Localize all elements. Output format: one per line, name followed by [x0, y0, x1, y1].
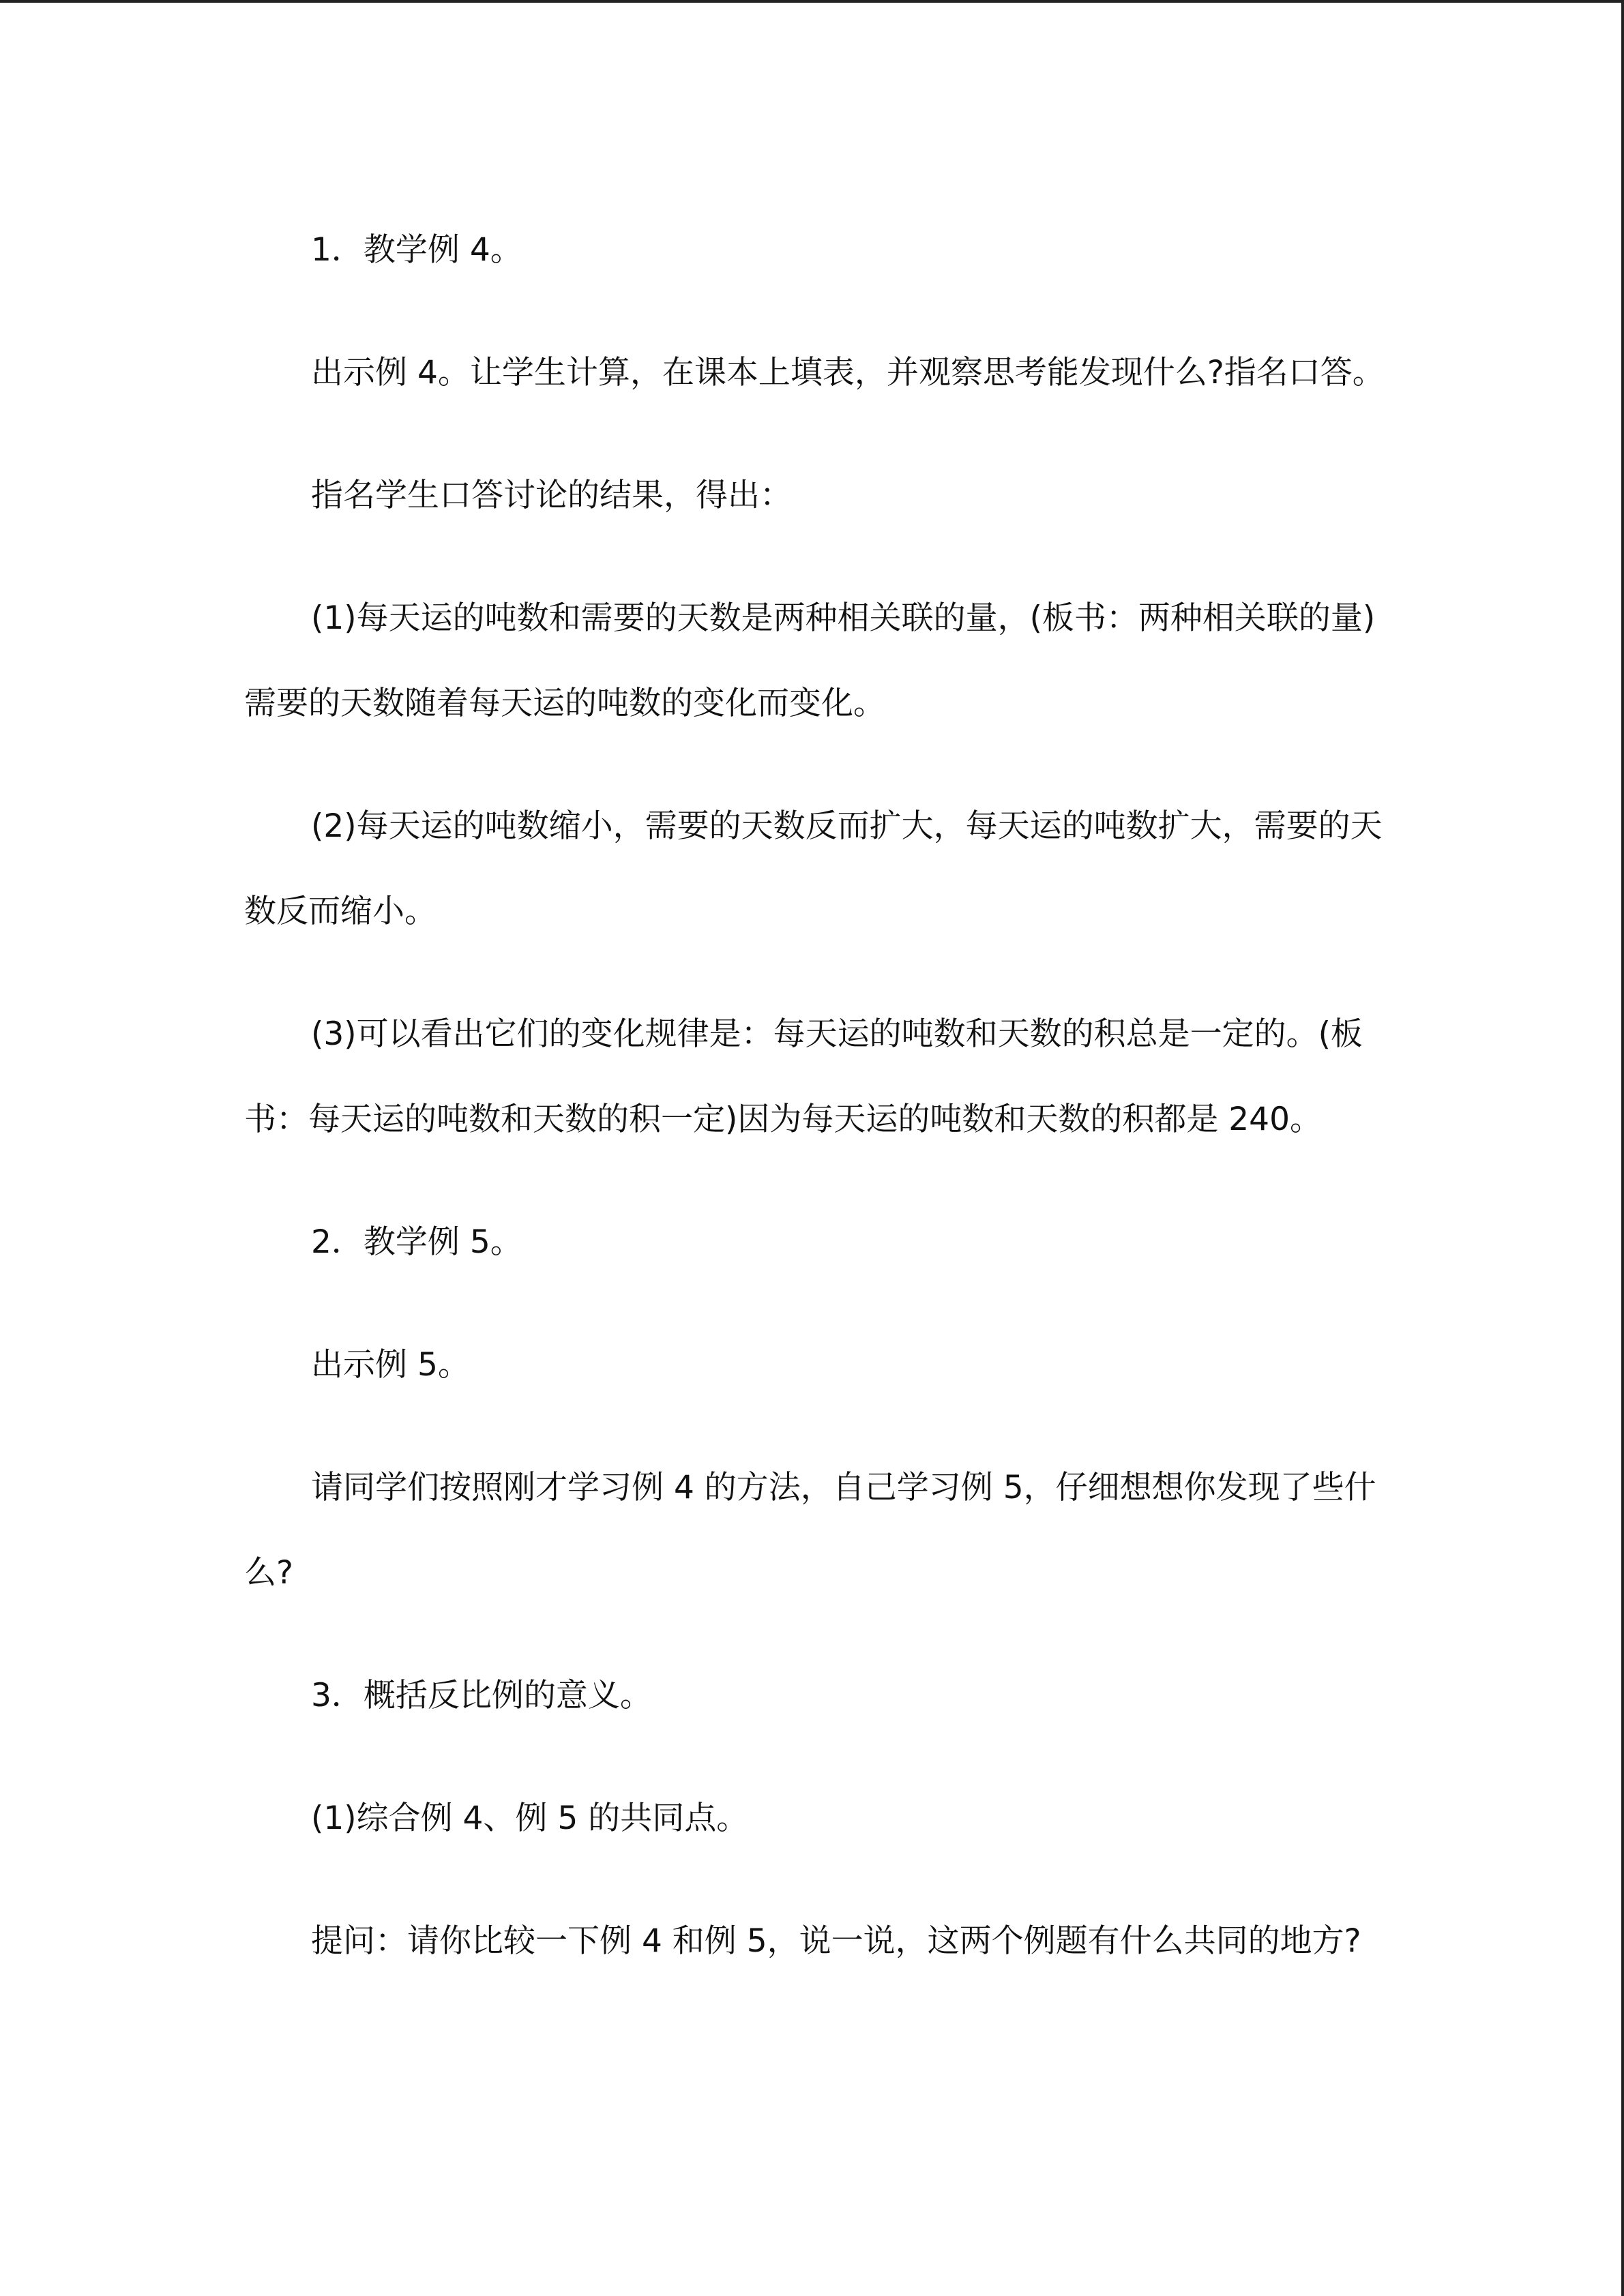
paragraph-show-example-4: 出示例 4。让学生计算，在课本上填表，并观察思考能发现什么?指名口答。 — [311, 354, 1385, 391]
paragraph-show-example-5: 出示例 5。 — [311, 1346, 470, 1384]
paragraph-question: 提问：请你比较一下例 4 和例 5，说一说，这两个例题有什么共同的地方? — [311, 1922, 1361, 1960]
paragraph-discussion-result: 指名学生口答讨论的结果，得出： — [311, 477, 792, 514]
paragraph-point-2: (2)每天运的吨数缩小，需要的天数反而扩大，每天运的吨数扩大，需要的天数反而缩小。 — [244, 807, 1383, 930]
paragraph-self-study: 请同学们按照刚才学习例 4 的方法，自己学习例 5，仔细想想你发现了些什么? — [244, 1469, 1376, 1592]
paragraph-heading-example-5: 2．教学例 5。 — [311, 1223, 522, 1261]
paragraph-heading-inverse-proportion: 3．概括反比例的意义。 — [311, 1677, 652, 1714]
paragraph-heading-example-4: 1．教学例 4。 — [311, 231, 522, 269]
paragraph-common-points: (1)综合例 4、例 5 的共同点。 — [311, 1800, 749, 1837]
paragraph-point-3: (3)可以看出它们的变化规律是：每天运的吨数和天数的积总是一定的。(板书：每天运的吨数和天数的积一定)因为每天运的吨数和天数的积都是 240。 — [244, 1015, 1363, 1138]
paragraph-point-1: (1)每天运的吨数和需要的天数是两种相关联的量，(板书：两种相关联的量)需要的天数随着每天运的吨数的变化而变化。 — [244, 599, 1376, 722]
document-body — [244, 207, 1390, 1984]
